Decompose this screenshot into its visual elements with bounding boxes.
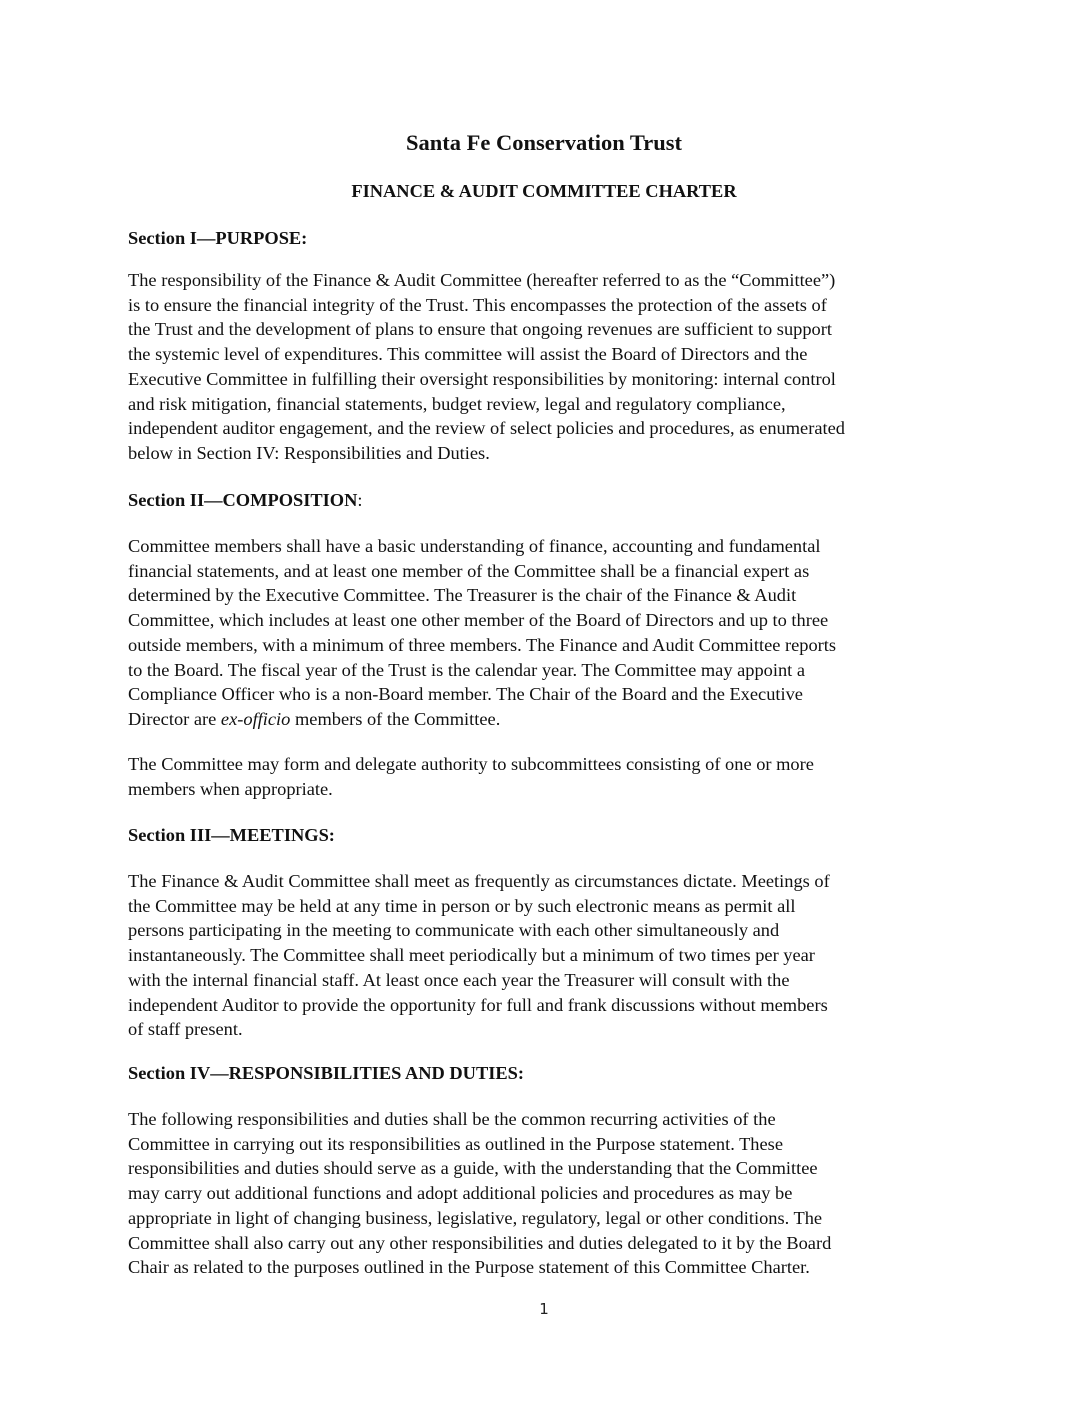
text-line: responsibilities and duties should serve as a guide, with the understanding that the Committee <box>128 1158 818 1179</box>
text-fragment: Director are <box>128 708 221 729</box>
text-line: the systemic level of expenditures. This committee will assist the Board of Directors and the <box>128 344 808 365</box>
document-title: Santa Fe Conservation Trust <box>405 130 683 155</box>
text-line: independent Auditor to provide the opportunity for full and frank discussions without members <box>128 994 828 1015</box>
text-line: Committee shall also carry out any other responsibilities and duties delegated to it by the Board <box>128 1232 832 1253</box>
text-line: to the Board. The fiscal year of the Trust is the calendar year. The Committee may appoint a <box>128 659 806 680</box>
text-fragment: members of the Committee. <box>290 708 501 729</box>
document-subtitle: FINANCE & AUDIT COMMITTEE CHARTER <box>351 181 737 201</box>
subcommittee-paragraph <box>128 752 968 801</box>
text-line: may carry out additional functions and adopt additional policies and procedures as may be <box>128 1183 793 1204</box>
text-line: Committee in carrying out its responsibilities as outlined in the Purpose statement. These <box>128 1133 783 1154</box>
text-line: with the internal financial staff. At least once each year the Treasurer will consult with the <box>128 969 790 990</box>
text-line: The Finance & Audit Committee shall meet as frequently as circumstances dictate. Meetings of <box>128 871 830 891</box>
text-line: Committee members shall have a basic understanding of finance, accounting and fundamental <box>128 536 821 556</box>
composition-paragraph <box>128 534 968 732</box>
text-line: financial statements, and at least one member of the Committee shall be a financial expert as <box>128 560 810 581</box>
text-line: determined by the Executive Committee. The Treasurer is the chair of the Finance & Audit <box>128 585 797 606</box>
section-heading-meetings: Section III—MEETINGS: <box>128 825 335 845</box>
section-heading-purpose: Section I—PURPOSE: <box>128 228 308 248</box>
page-number: 1 <box>539 1300 549 1318</box>
text-line: independent auditor engagement, and the review of select policies and procedures, as enumerated <box>128 418 845 439</box>
text-line: instantaneously. The Committee shall meet periodically but a minimum of two times per year <box>128 945 815 966</box>
text-line: the Committee may be held at any time in person or by such electronic means as permit all <box>128 895 796 916</box>
text-line: of staff present. <box>128 1019 243 1040</box>
text-line <box>128 707 968 732</box>
text-line: persons participating in the meeting to communicate with each other simultaneously and <box>128 920 780 941</box>
text-line: outside members, with a minimum of three members. The Finance and Audit Committee reports <box>128 634 837 655</box>
text-line: is to ensure the financial integrity of the Trust. This encompasses the protection of the assets of <box>128 294 827 315</box>
text-line: appropriate in light of changing business, legislative, regulatory, legal or other conditions. The <box>128 1207 823 1228</box>
text-line: The responsibility of the Finance & Audit Committee (hereafter referred to as the “Committee”) <box>128 270 836 290</box>
section-heading-text: Section II—COMPOSITION <box>128 490 358 510</box>
section-heading-composition <box>128 488 363 512</box>
italic-term: ex-officio <box>220 708 291 729</box>
text-line: members when appropriate. <box>128 778 333 799</box>
purpose-paragraph <box>128 268 968 466</box>
text-line: Executive Committee in fulfilling their oversight responsibilities by monitoring: internal control <box>128 368 836 389</box>
section-heading-colon: : <box>357 490 363 510</box>
meetings-paragraph <box>128 869 968 1042</box>
responsibilities-paragraph <box>128 1107 968 1280</box>
text-line: Compliance Officer who is a non-Board member. The Chair of the Board and the Executive <box>128 684 803 705</box>
text-line: Committee, which includes at least one other member of the Board of Directors and up to three <box>128 610 829 631</box>
text-line: The following responsibilities and duties shall be the common recurring activities of the <box>128 1109 776 1129</box>
section-heading-responsibilities: Section IV—RESPONSIBILITIES AND DUTIES: <box>128 1063 525 1083</box>
text-line: The Committee may form and delegate authority to subcommittees consisting of one or more <box>128 754 814 774</box>
text-line: the Trust and the development of plans to ensure that ongoing revenues are sufficient to support <box>128 319 832 340</box>
text-line: Chair as related to the purposes outlined in the Purpose statement of this Committee Charter. <box>128 1257 810 1278</box>
text-line: and risk mitigation, financial statements, budget review, legal and regulatory compliance, <box>128 393 786 414</box>
text-line: below in Section IV: Responsibilities and Duties. <box>128 442 490 463</box>
